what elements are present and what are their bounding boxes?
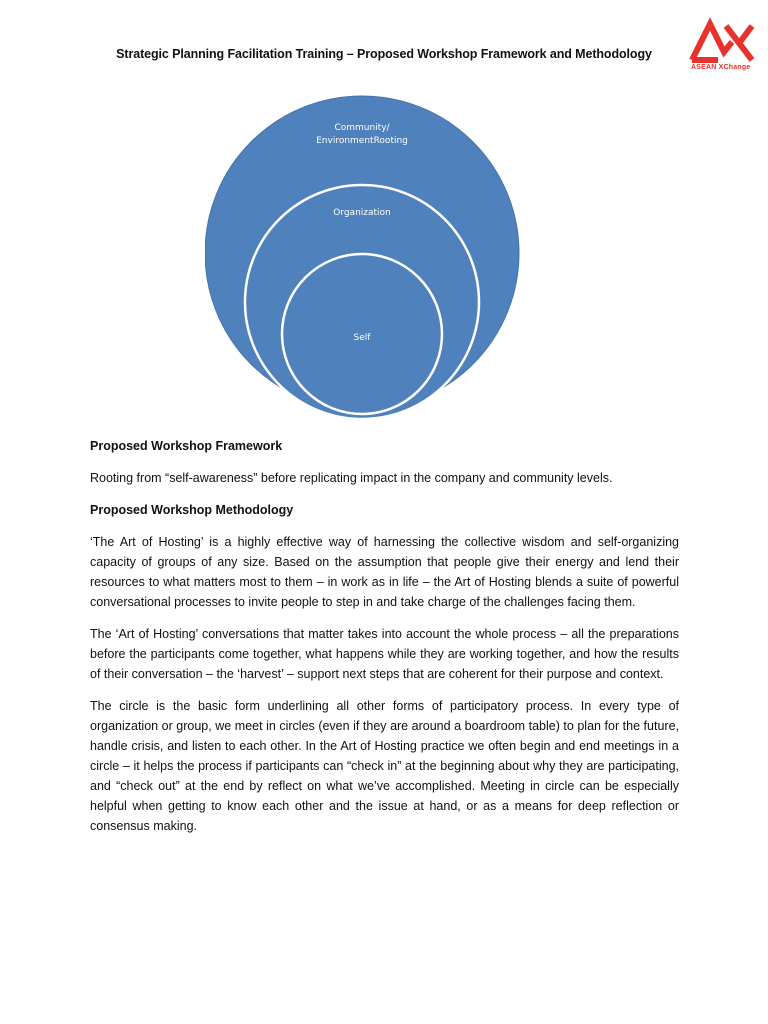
methodology-paragraph-1: ‘The Art of Hosting’ is a highly effective way of harnessing the collective wisdom and self-organizing capacity of groups of any size. Based on the assumption that people give their energy and lend their resources to what matters most to them – in work as in life – the Art of Hosting blends a suite of powerful conversational processes to invite people to step in and take charge of the challenges facing them. <box>90 535 679 609</box>
framework-text: Rooting from “self-awareness” before replicating impact in the company and community levels. <box>90 471 613 485</box>
methodology-heading: Proposed Workshop Methodology <box>90 503 294 517</box>
self-label: Self <box>353 333 371 343</box>
framework-heading: Proposed Workshop Framework <box>90 439 283 453</box>
organization-label: Organization <box>333 208 391 218</box>
methodology-paragraph-3: The circle is the basic form underlining all other forms of participatory process. In every type of organization or group, we meet in circles (even if they are around a boardroom table) to plan for the future, handle crisis, and listen to each other. In the Art of Hosting practice we often begin and end meetings in a circle – it helps the process if participants can “check in” at the beginning about why they are participating, and “check out” at the end by reflect on what we’ve accomplished. Meeting in circle can be especially helpful when getting to know each other and the issue at hand, or as a means for deep reflection or consensus making. <box>90 699 679 833</box>
community-label-line1: Community/ <box>334 123 390 133</box>
nested-circles-diagram <box>205 86 521 418</box>
community-label-line2: EnvironmentRooting <box>316 136 408 146</box>
document-body <box>90 436 679 848</box>
document-title: Strategic Planning Facilitation Training – Proposed Workshop Framework and Methodology <box>116 47 652 61</box>
logo-text: ASEAN XChange <box>691 64 751 71</box>
methodology-paragraph-2: The ‘Art of Hosting’ conversations that matter takes into account the whole process – all the preparations before the participants come together, what happens while they are working together, and how the results of their conversation – the ‘harvest’ – support next steps that are coherent for their purpose and context. <box>90 627 679 681</box>
